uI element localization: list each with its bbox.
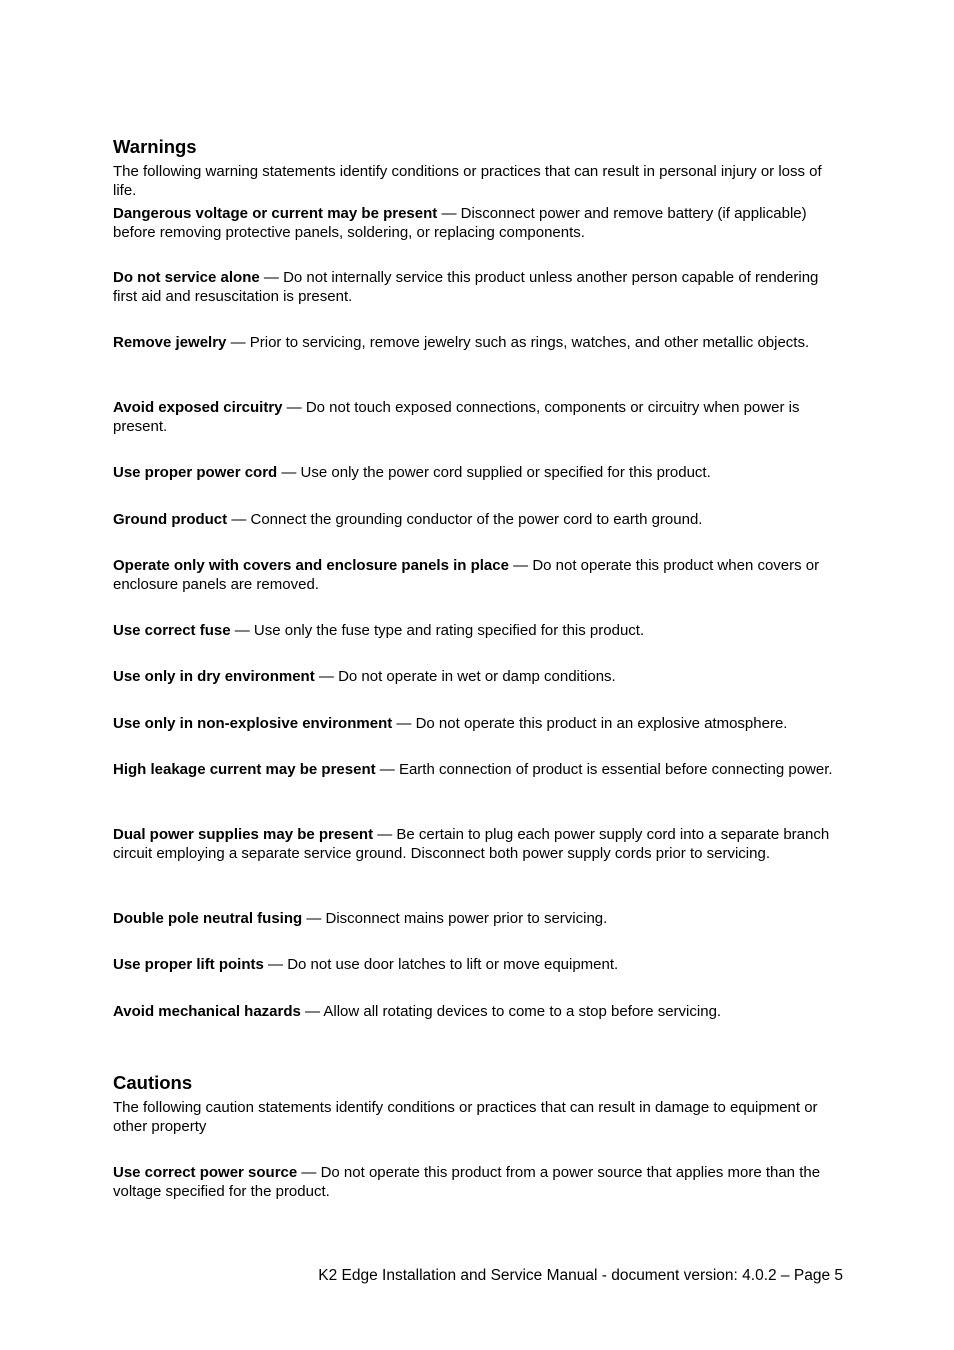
warning-term: Dangerous voltage or current may be present [113,205,438,222]
warning-text: Prior to servicing, remove jewelry such as rings, watches, and other metallic objects. [249,334,810,351]
separator-dash: — [231,511,247,528]
warning-item [113,399,843,436]
warning-item [113,826,843,863]
warning-term: Use proper lift points [113,956,264,973]
warning-term: Use only in non-explosive environment [113,715,393,732]
warning-text: Allow all rotating devices to come to a stop before servicing. [323,1003,722,1020]
separator-dash: — [377,826,393,843]
warning-text: Disconnect power and remove battery (if applicable) before removing protective panels, soldering, or replacing components. [113,205,807,241]
warning-text: Disconnect mains power prior to servicing. [325,910,608,927]
warning-term: Double pole neutral fusing [113,910,303,927]
separator-dash: — [318,668,334,685]
warning-term: High leakage current may be present [113,761,376,778]
separator-dash: — [301,1164,317,1181]
manual-page [113,0,843,1350]
separator-dash: — [441,205,457,222]
separator-dash: — [281,464,297,481]
warning-item [113,334,843,353]
warning-term: Ground product [113,511,228,528]
separator-dash: — [263,269,279,286]
separator-dash: — [513,557,529,574]
warnings-heading: Warnings [113,136,197,157]
caution-term: Use correct power source [113,1164,298,1181]
separator-dash: — [234,622,250,639]
warning-text: Use only the power cord supplied or specified for this product. [300,464,711,481]
warning-text: Do not operate in wet or damp conditions. [338,668,616,685]
caution-item [113,1164,843,1201]
separator-dash: — [286,399,302,416]
separator-dash: — [396,715,412,732]
warning-term: Use correct fuse [113,622,231,639]
separator-dash: — [305,1003,321,1020]
warning-text: Do not operate this product in an explosive atmosphere. [415,715,788,732]
cautions-heading: Cautions [113,1072,193,1093]
warning-item [113,557,843,594]
page-footer: K2 Edge Installation and Service Manual - document version: 4.0.2 – Page 5 [318,1267,843,1284]
cautions-intro: The following caution statements identify conditions or practices that can result in damage to equipment or other property [113,1099,818,1135]
warning-text: Be certain to plug each power supply cord into a separate branch circuit employing a separate service ground. Disconnect both power supply cords prior to servicing. [113,826,830,862]
caution-text: Do not operate this product from a power source that applies more than the voltage specified for the product. [113,1164,821,1200]
warning-item [113,668,843,687]
warning-term: Operate only with covers and enclosure panels in place [113,557,509,574]
warnings-intro: The following warning statements identify conditions or practices that can result in personal injury or loss of life. [113,163,822,199]
warning-item [113,622,843,641]
warning-term: Dual power supplies may be present [113,826,374,843]
warning-item [113,715,843,734]
warning-item [113,1003,843,1022]
warning-term: Use only in dry environment [113,668,315,685]
warning-text: Earth connection of product is essential before connecting power. [398,761,833,778]
separator-dash: — [230,334,246,351]
warning-item [113,761,843,780]
warning-text: Connect the grounding conductor of the power cord to earth ground. [250,511,703,528]
warning-item [113,910,843,929]
warning-term: Avoid exposed circuitry [113,399,283,416]
warning-item [113,464,843,483]
warning-text: Do not operate this product when covers or enclosure panels are removed. [113,557,820,593]
separator-dash: — [306,910,322,927]
warning-term: Remove jewelry [113,334,227,351]
warning-item [113,956,843,975]
warning-text: Do not touch exposed connections, components or circuitry when power is present. [113,399,800,435]
warning-text: Use only the fuse type and rating specified for this product. [253,622,645,639]
warning-term: Use proper power cord [113,464,278,481]
warning-term: Avoid mechanical hazards [113,1003,301,1020]
warning-text: Do not internally service this product unless another person capable of rendering first aid and resuscitation is present. [113,269,819,305]
warning-text: Do not use door latches to lift or move equipment. [287,956,619,973]
separator-dash: — [379,761,395,778]
warning-term: Do not service alone [113,269,260,286]
warning-item [113,269,843,306]
separator-dash: — [268,956,284,973]
warning-item [113,511,843,530]
warning-item [113,205,843,242]
